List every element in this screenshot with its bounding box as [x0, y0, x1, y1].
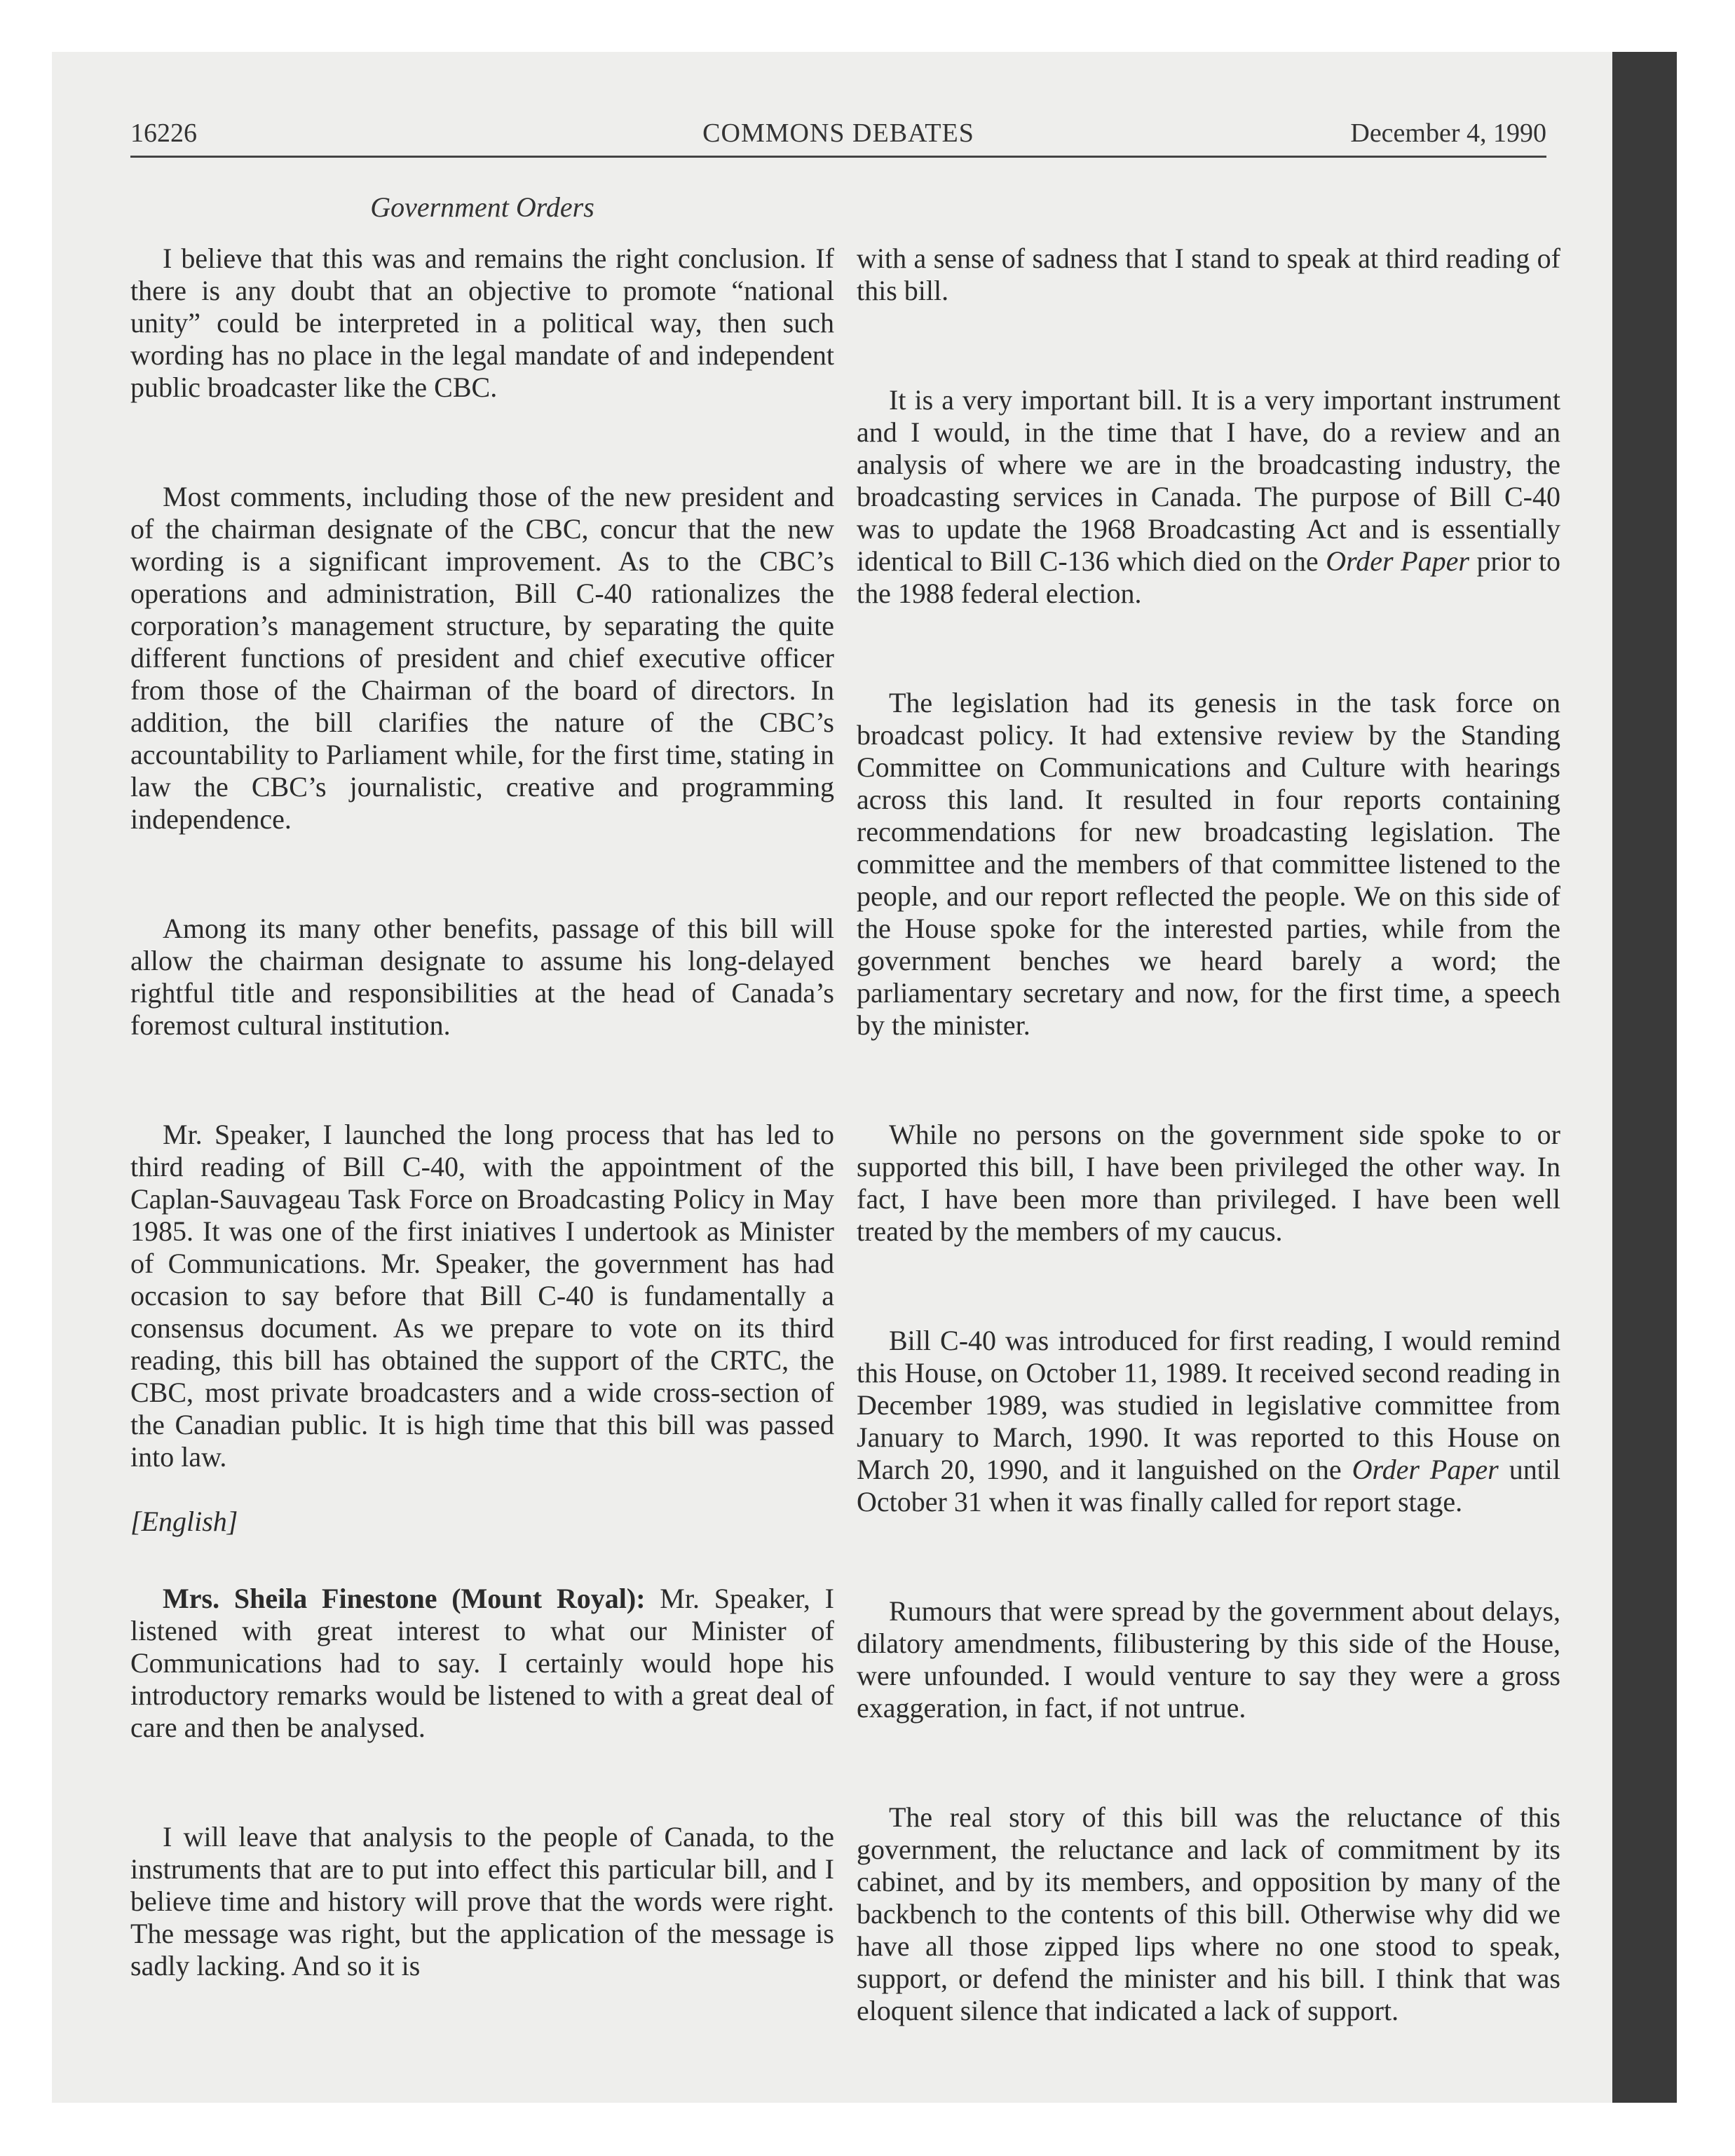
- paragraph: I will leave that analysis to the people of Canada, to the instruments that are to put into effect this particular bill, and I believe time and history will prove that the words were right. The message was right, but the application of the message is sadly lacking. And so it is: [130, 1821, 834, 1981]
- paragraph-continued: with a sense of sadness that I stand to speak at third reading of this bill.: [857, 243, 1560, 306]
- language-tag: [130, 1506, 834, 1538]
- speech-paragraph: [130, 1583, 834, 1744]
- speaker-name: Mrs. Sheila Finestone (Mount Royal):: [163, 1583, 646, 1614]
- language-tag-text: [English]: [130, 1506, 238, 1537]
- section-title: Government Orders: [370, 191, 594, 223]
- paragraph: Mr. Speaker, I launched the long process that has led to third reading of Bill C-40, with the appointment of the Caplan-Sauvageau Task Force on Broadcasting Policy in May 1985. It was one of the first iniatives I undertook as Minister of Communications. Mr. Speaker, the government has had occasion to say before that Bill C-40 is fundamentally a consensus document. As we prepare to vote on its third reading, this bill has obtained the support of the CRTC, the CBC, most private broadcasters and a wide cross-section of the Canadian public. It is high time that this bill was passed into law.: [130, 1119, 834, 1473]
- page-number: 16226: [130, 118, 197, 148]
- paragraph: I believe that this was and remains the right conclusion. If there is any doubt that an objective to promote “national unity” could be interpreted in a political way, then such wording has no place in the legal mandate of and independent public broadcaster like the CBC.: [130, 243, 834, 403]
- paragraph: While no persons on the government side spoke to or supported this bill, I have been privileged the other way. In fact, I have been more than privileged. I have been well treated by the members of my caucus.: [857, 1119, 1560, 1247]
- paragraph: Among its many other benefits, passage of this bill will allow the chairman designate to assume his long-delayed rightful title and responsibilities at the head of Canada’s foremost cultural institution.: [130, 913, 834, 1041]
- paragraph: Most comments, including those of the new president and of the chairman designate of the CBC, concur that the new wording is a significant improvement. As to the CBC’s operations and administration, Bill C-40 rationalizes the corporation’s management structure, by separating the quite different functions of president and chief executive officer from those of the Chairman of the board of directors. In addition, the bill clarifies the nature of the CBC’s accountability to Parliament while, for the first time, stating in law the CBC’s journalistic, creative and programming independence.: [130, 481, 834, 835]
- paragraph-text: until October 31 when it was finally called for report stage.: [857, 1454, 1561, 1517]
- paragraph-text: It is a very important bill. It is a very important instrument and I would, in the time that I have, do a review and an analysis of where we are in the broadcasting industry, the broadcasting services in Canada. The purpose of Bill C-40 was to update the 1968 Broadcasting Act and is essentially identical to Bill C-136 which died on the: [857, 384, 1560, 577]
- page-header: [130, 115, 1546, 157]
- order-paper-italic: Order Paper: [1352, 1454, 1499, 1485]
- publication-title: COMMONS DEBATES: [702, 118, 974, 148]
- paragraph-text: Bill C-40 was introduced for first reading, I would remind this House, on October 11, 1989. It received second reading in December 1989, was studied in legislative committee from January to March, 1990. It was reported to this House on March 20, 1990, and it languished on the: [857, 1325, 1560, 1485]
- paragraph: [857, 384, 1560, 610]
- paragraph: [857, 1325, 1560, 1518]
- speech-text: Mr. Speaker, I listened with great interest to what our Minister of Communications had to say. I certainly would hope his introductory remarks would be listened to with a great deal of care and then be analysed.: [130, 1583, 834, 1743]
- right-column: [857, 243, 1560, 2104]
- paragraph: Rumours that were spread by the government about delays, dilatory amendments, filibustering by this side of the House, were unfounded. I would venture to say they were a gross exaggeration, in fact, if not untrue.: [857, 1595, 1560, 1724]
- paragraph: The legislation had its genesis in the task force on broadcast policy. It had extensive review by the Standing Committee on Communications and Culture with hearings across this land. It resulted in four reports containing recommendations for new broadcasting legislation. The committee and the members of that committee listened to the people, and our report reflected the people. We on this side of the House spoke for the interested parties, while from the government benches we heard barely a word; the parliamentary secretary and now, for the first time, a speech by the minister.: [857, 687, 1560, 1041]
- page-binding-edge: [1612, 52, 1677, 2103]
- page-date: December 4, 1990: [1350, 118, 1546, 148]
- left-column: [130, 243, 834, 2059]
- header-rule: [130, 156, 1546, 158]
- paragraph: The real story of this bill was the reluctance of this government, the reluctance and lack of commitment by its cabinet, and by its members, and opposition by many of the backbench to the contents of this bill. Otherwise why did we have all those zipped lips where no one stood to speak, support, or defend the minister and his bill. I think that was eloquent silence that indicated a lack of support.: [857, 1801, 1560, 2026]
- order-paper-italic: Order Paper: [1326, 545, 1469, 577]
- paragraph-text: prior to the 1988 federal election.: [857, 545, 1561, 609]
